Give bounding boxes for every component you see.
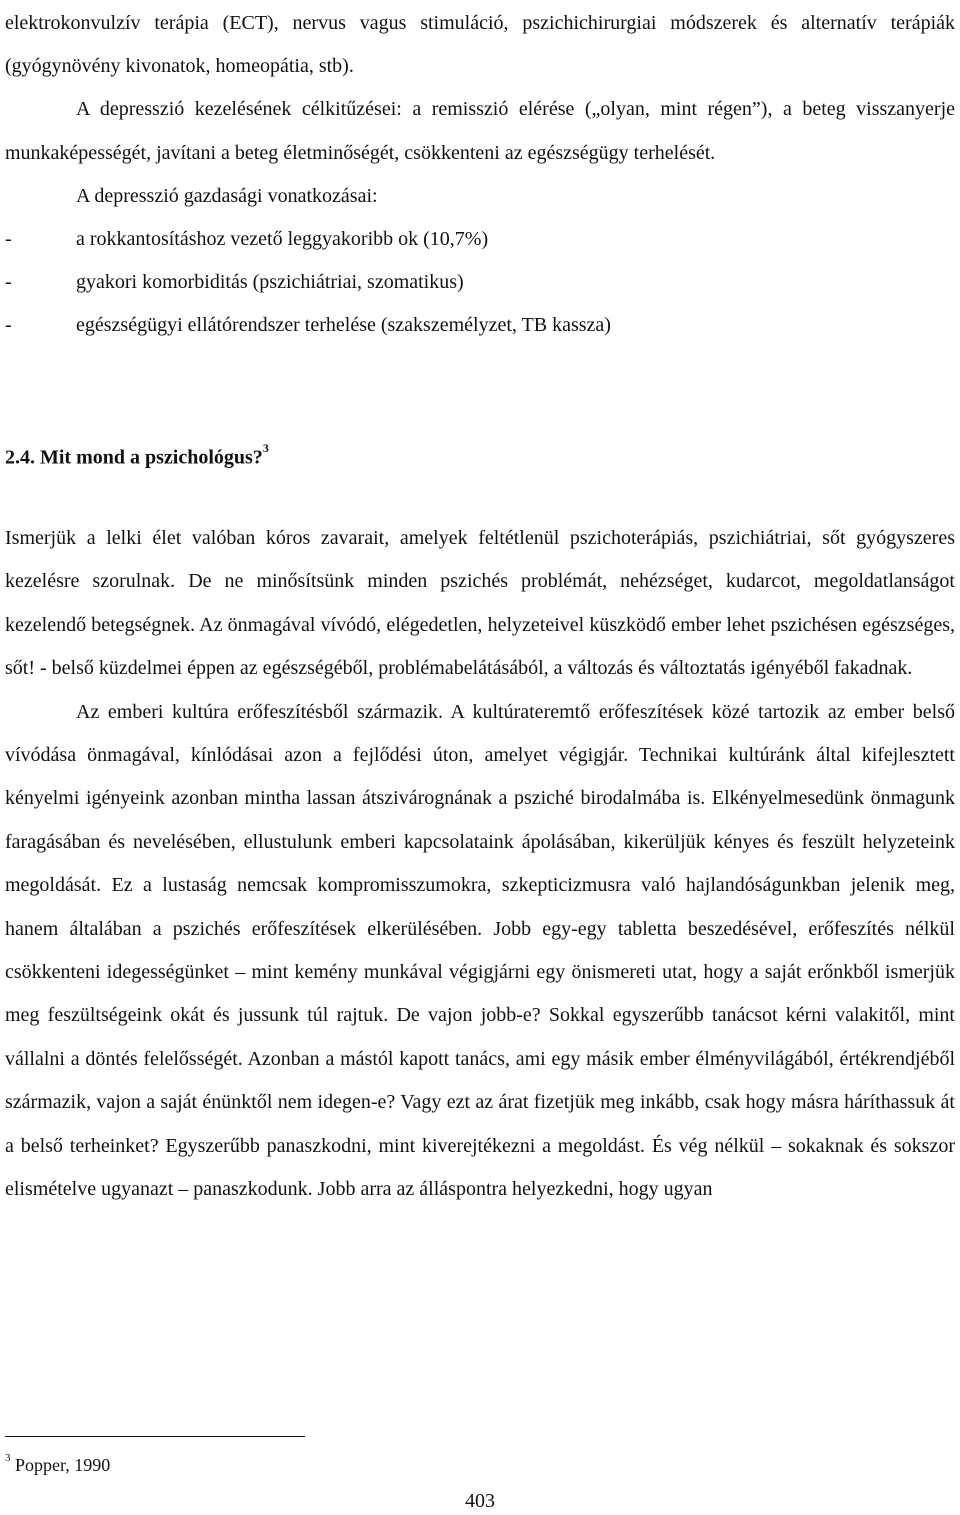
paragraph-economic-aspects: A depresszió gazdasági vonatkozásai: (76, 184, 378, 207)
footnote-number: 3 (5, 1452, 11, 1464)
list-dash: - (5, 228, 12, 251)
footnote-reference[interactable]: 3 (262, 441, 269, 455)
section-body (5, 517, 955, 1212)
paragraph-therapies: elektrokonvulzív terápia (ECT), nervus vagus stimuláció, pszichichirurgiai módszerek és alternatív terápiák (gyógynövény kivonatok, homeopátia, stb). (5, 12, 955, 78)
section-title: 2.4. Mit mond a pszichológus? (5, 446, 263, 469)
list-dash: - (5, 271, 12, 294)
intro-block (5, 2, 955, 348)
list-item-text: gyakori komorbiditás (pszichiátriai, szomatikus) (76, 271, 464, 294)
paragraph-treatment-goals: A depresszió kezelésének célkitűzései: a remisszió elérése („olyan, mint régen”), a beteg visszanyerje munkaképességét, javítani a beteg életminőségét, csökkenteni az egészségügy terhelését. (5, 98, 955, 164)
list-item (5, 304, 955, 347)
footnote-divider (5, 1436, 305, 1437)
list-dash: - (5, 314, 12, 337)
footnote-text: Popper, 1990 (15, 1455, 111, 1475)
list-item-text: egészségügyi ellátórendszer terhelése (szakszemélyzet, TB kassza) (76, 314, 611, 337)
footnote (5, 1446, 110, 1480)
economic-aspects-list (5, 218, 955, 348)
list-item-text: a rokkantosításhoz vezető leggyakoribb ok (10,7%) (76, 228, 489, 251)
paragraph-human-culture: Az emberi kultúra erőfeszítésből származik. A kultúrateremtő erőfeszítések közé tartozik az ember belső vívódása önmagával, kínlódásai azon a fejlődési úton, amelyet végigjár. Technikai kultúránk által kifejlesztett kényelmi igényeink azonban mintha lassan átszivárognának a psziché birodalmába is. Elkényelmesedünk önmagunk faragásában és nevelésében, ellustulunk emberi kapcsolataink ápolásában, kikerüljük kényes és feszült helyzeteink megoldását. Ez a lustaság nemcsak kompromisszumokra, szkepticizmusra való hajlandóságunkban jelenik meg, hanem általában a pszichés erőfeszítések elkerülésében. Jobb egy-egy tabletta beszedésével, erőfeszítés nélkül csökkenteni idegességünket – mint kemény munkával végigjárni egy önismereti utat, hogy a saját erőnkből ismerjük meg feszültségeink okát és jussunk túl rajtuk. De vajon jobb-e? Sokkal egyszerűbb tanácsot kérni valakitől, mint vállalni a döntés felelősségét. Azonban a mástól kapott tanács, ami egy másik ember élményvilágából, értékrendjéből származik, vajon a saját énünktől nem idegen-e? Vagy ezt az árat fizetjük meg inkább, csak hogy másra háríthassuk át a belső terheinket? Egyszerűbb panaszkodni, mint kiverejtékezni a megoldást. És vég nélkül – sokaknak és sokszor elismételve ugyanazt – panaszkodunk. Jobb arra az álláspontra helyezkedni, hogy ugyan (5, 700, 955, 1201)
section-heading (5, 432, 269, 478)
paragraph-mental-life: Ismerjük a lelki élet valóban kóros zavarait, amelyek feltétlenül pszichoterápiás, pszichiátriai, sőt gyógyszeres kezelésre szorulnak. De ne minősítsünk minden pszichés problémát, nehézséget, kudarcot, megoldatlanságot kezelendő betegségnek. Az önmagával vívódó, elégedetlen, helyzeteivel küszködő ember lehet pszichésen egészséges, sőt! - belső küzdelmei éppen az egészségéből, problémabelátásából, a változás és változtatás igényéből fakadnak. (5, 527, 955, 680)
list-item (5, 261, 955, 304)
page-number: 403 (465, 1490, 495, 1512)
list-item (5, 218, 955, 261)
